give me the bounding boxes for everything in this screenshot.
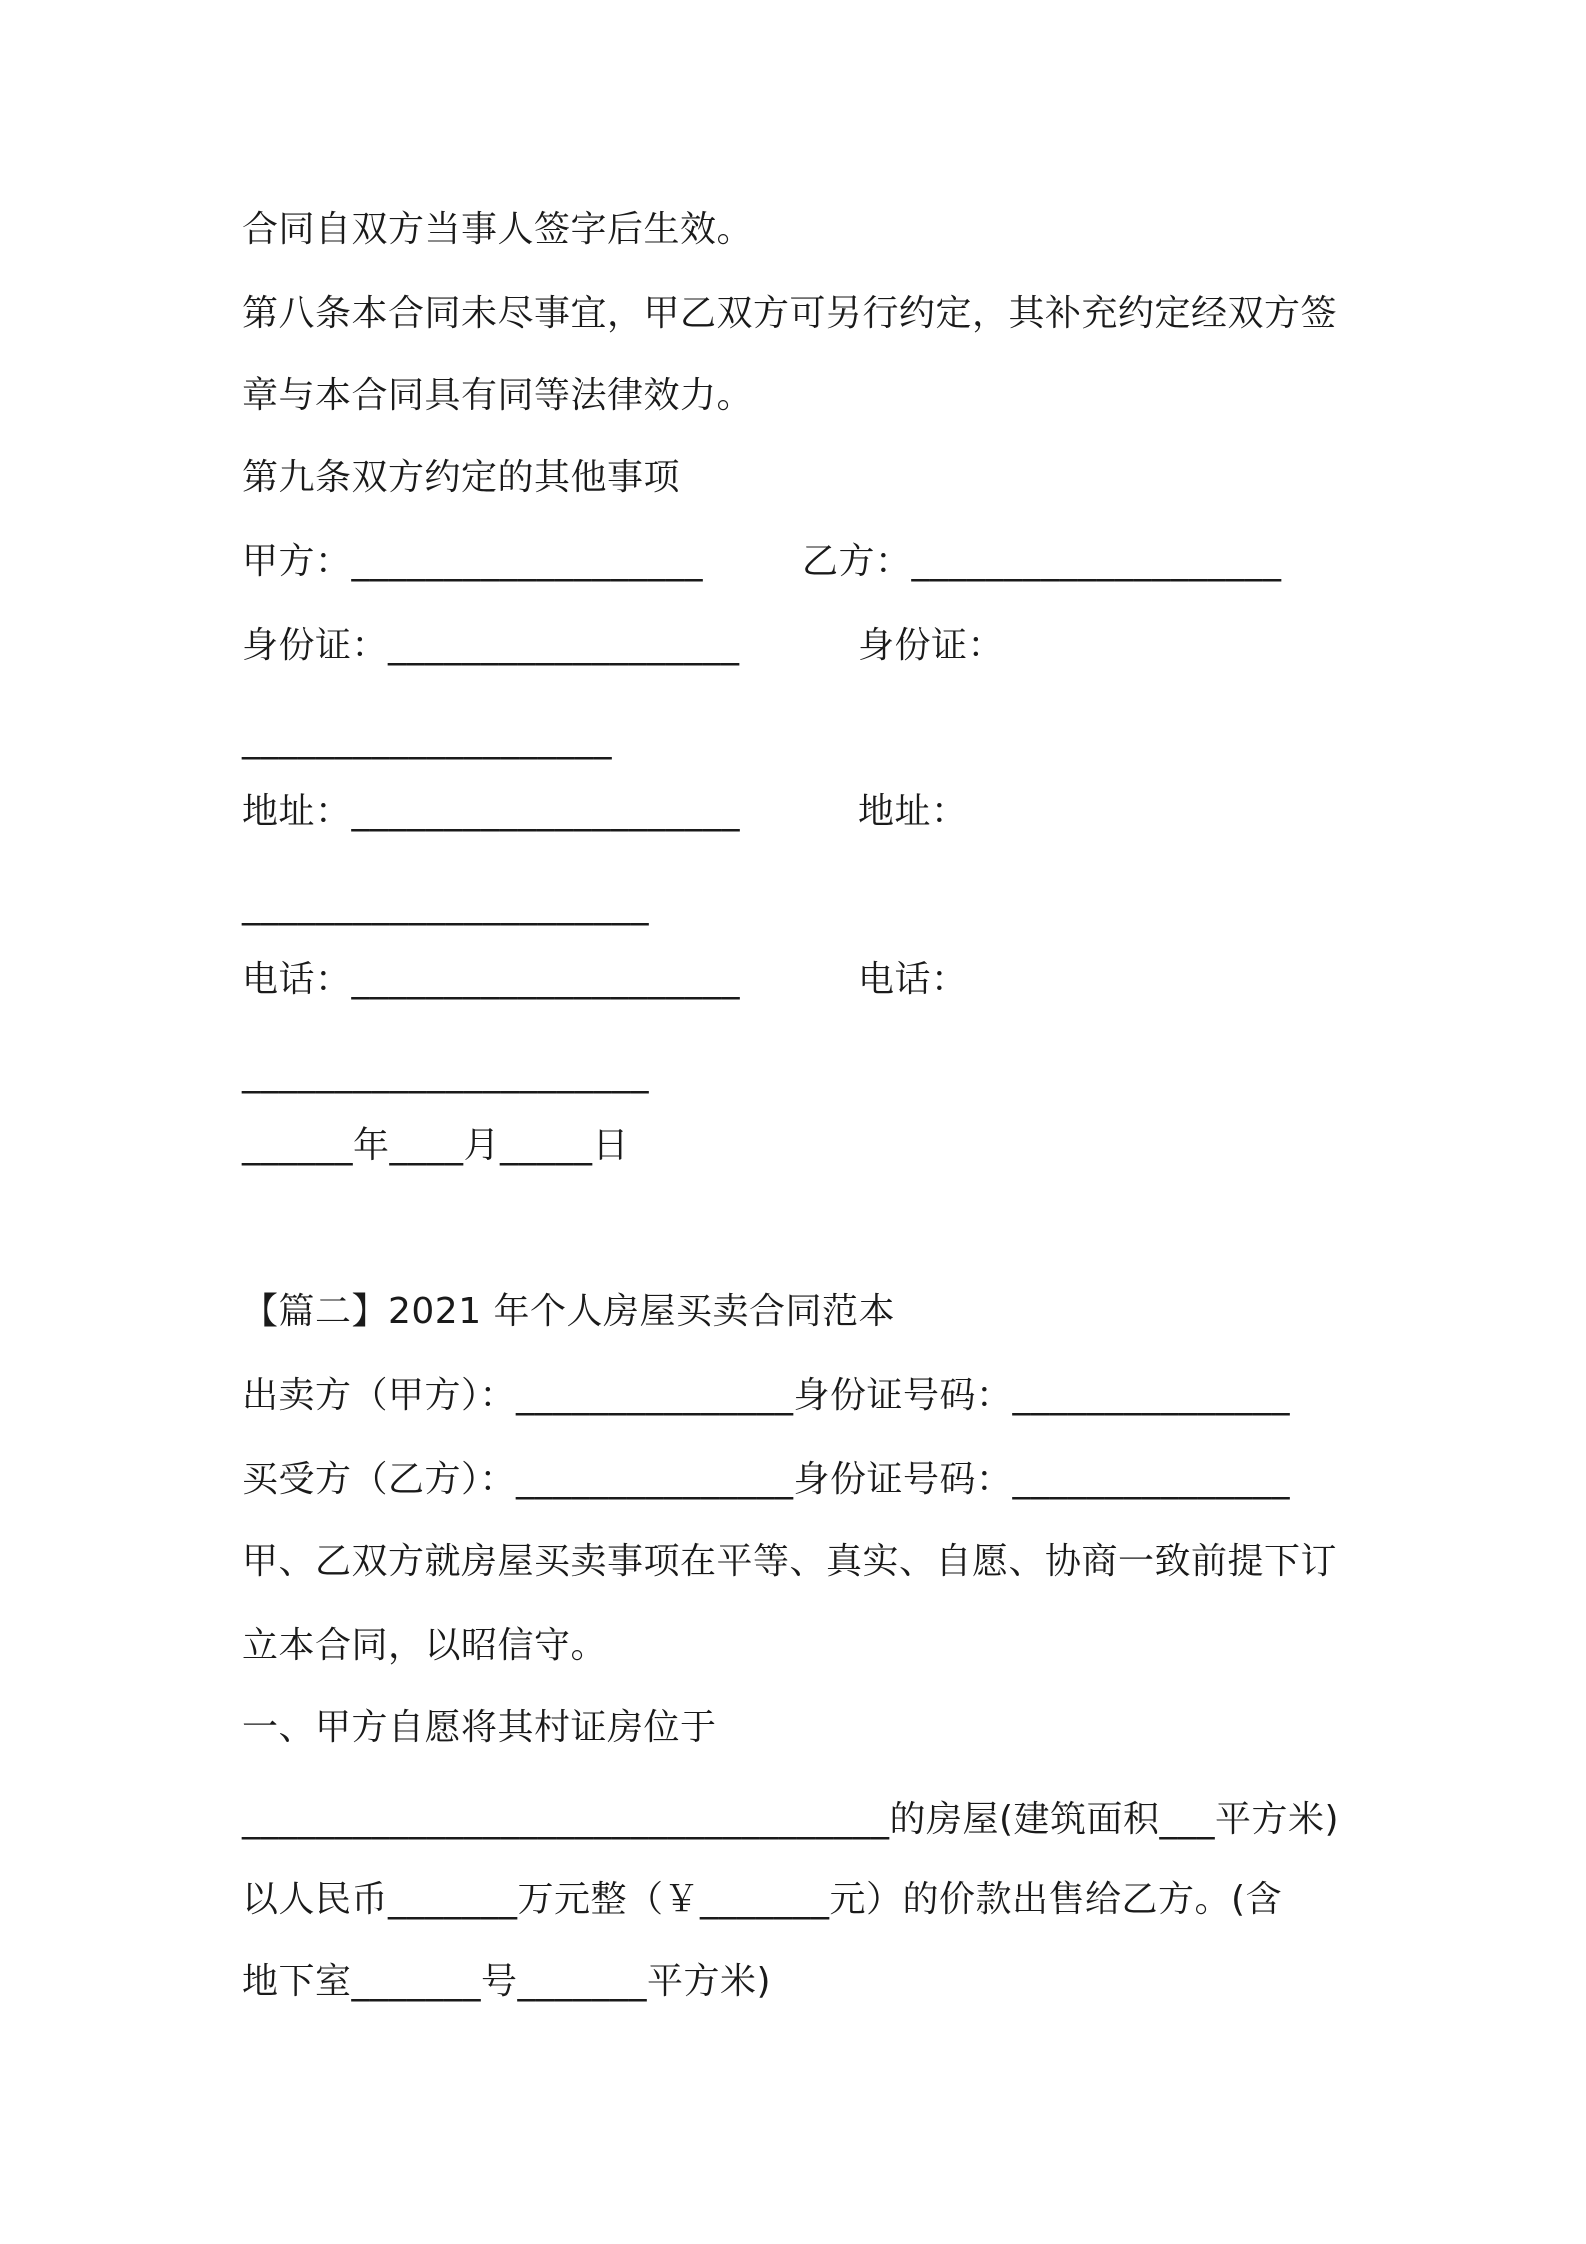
party-a-phone-field: 电话：_____________________ [242, 959, 741, 1000]
party-b-signature-field: 乙方：____________________ [802, 541, 1282, 582]
party-a-id-field: 身份证：___________________ [242, 625, 740, 666]
signing-date-field: ______年____月_____日 [242, 1125, 630, 1166]
contract-effective-text: 合同自双方当事人签字后生效。 [242, 209, 754, 250]
party-a-signature-field: 甲方：___________________ [242, 541, 704, 582]
party-b-id-label: 身份证： [858, 625, 1005, 666]
party-b-id-blank: ____________________ [242, 719, 612, 760]
clause-1-line-4: 地下室_______号_______平方米) [242, 1961, 772, 2002]
intro-line-1: 甲、乙双方就房屋买卖事项在平等、真实、自愿、协商一致前提下订 [242, 1541, 1338, 1582]
clause-1-line-2: ___________________________________的房屋(建筑面积___平方米) [242, 1799, 1340, 1840]
section-2-heading: 【篇二】2021 年个人房屋买卖合同范本 [242, 1291, 896, 1332]
intro-line-2: 立本合同，以昭信守。 [242, 1625, 608, 1666]
article-8-line-2: 章与本合同具有同等法律效力。 [242, 375, 754, 416]
article-9-heading: 第九条双方约定的其他事项 [242, 457, 681, 498]
clause-1-line-1: 一、甲方自愿将其村证房位于 [242, 1707, 717, 1748]
party-a-address-field: 地址：_____________________ [242, 791, 741, 832]
article-8-line-1: 第八条本合同未尽事宜，甲乙双方可另行约定，其补充约定经双方签 [242, 293, 1338, 334]
party-b-address-label: 地址： [858, 791, 968, 832]
clause-1-line-3: 以人民币_______万元整（￥_______元）的价款出售给乙方。(含 [242, 1879, 1283, 1920]
party-b-phone-label: 电话： [858, 959, 968, 1000]
party-b-address-blank: ______________________ [242, 885, 649, 926]
buyer-info-line: 买受方（乙方）：_______________身份证号码：_______________ [242, 1459, 1291, 1500]
party-b-phone-blank: ______________________ [242, 1053, 649, 1094]
seller-info-line: 出卖方（甲方）：_______________身份证号码：_______________ [242, 1375, 1291, 1416]
